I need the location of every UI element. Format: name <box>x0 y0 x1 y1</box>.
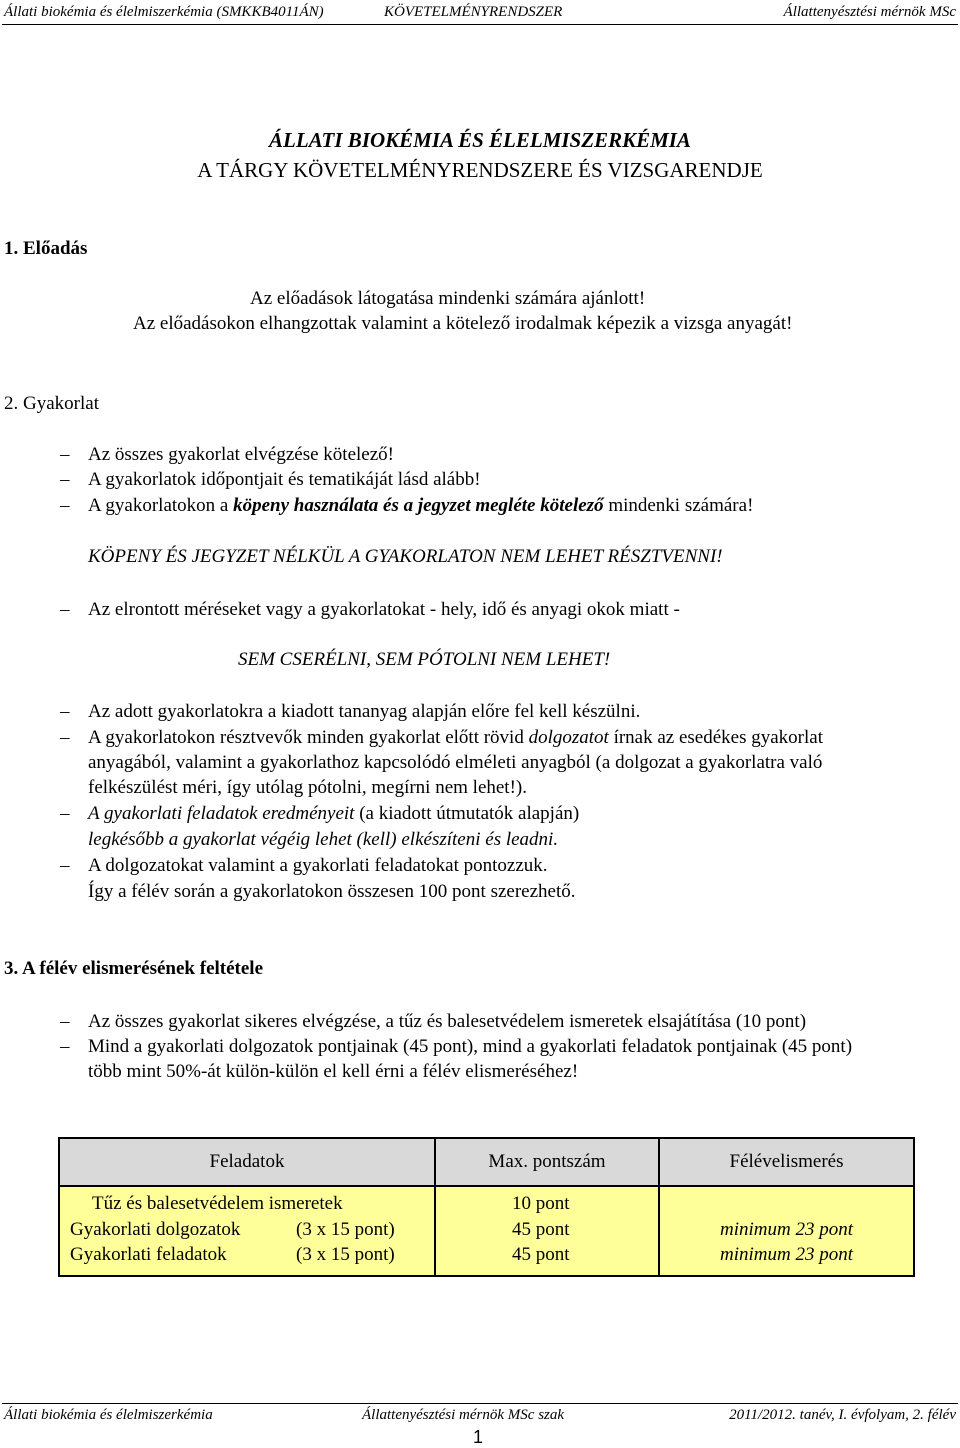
table-cell-tasks <box>59 1186 435 1276</box>
section2-item5: Az adott gyakorlatokra a kiadott tananyag alapján előre fel kell készülni. <box>88 701 641 722</box>
bullet-dash: – <box>60 1036 70 1057</box>
requirements-table <box>58 1137 915 1277</box>
section2-item2: A gyakorlatok időpontjait és tematikáját lásd alább! <box>88 469 481 490</box>
header-document-type: KÖVETELMÉNYRENDSZER <box>384 4 563 20</box>
task-name: Tűz és balesetvédelem ismeretek <box>92 1193 343 1214</box>
header-divider <box>2 24 958 25</box>
table-cell-max-points <box>435 1186 659 1276</box>
section2-item6-prefix: A gyakorlatokon résztvevők minden gyakorlat előtt rövid <box>88 727 529 748</box>
section2-item3-prefix: A gyakorlatokon a <box>88 495 234 516</box>
min-requirement: minimum 23 pont <box>720 1244 853 1265</box>
max-points: 10 pont <box>512 1193 570 1214</box>
section2-item7-line1 <box>88 803 579 825</box>
footer-divider <box>2 1403 958 1404</box>
section1-heading: 1. Előadás <box>4 238 88 259</box>
section2-item8-line2: Így a félév során a gyakorlatokon összesen 100 pont szerezhető. <box>88 881 576 902</box>
section2-item4: Az elrontott méréseket vagy a gyakorlatokat - hely, idő és anyagi okok miatt - <box>88 599 680 620</box>
section2-item3-suffix: mindenki számára! <box>603 495 754 516</box>
table-body-row <box>59 1186 914 1276</box>
section2-item6-line1 <box>88 727 823 749</box>
document-title-line2: A TÁRGY KÖVETELMÉNYRENDSZERE ÉS VIZSGARENDJE <box>197 158 763 182</box>
page-number: 1 <box>473 1427 484 1447</box>
bullet-dash: – <box>60 444 70 465</box>
section2-item8-line1: A dolgozatokat valamint a gyakorlati feladatokat pontozzuk. <box>88 855 548 876</box>
section1-line1: Az előadások látogatása mindenki számára ajánlott! <box>250 288 646 309</box>
section2-heading: 2. Gyakorlat <box>4 393 99 414</box>
min-requirement: minimum 23 pont <box>720 1219 853 1240</box>
task-detail: (3 x 15 pont) <box>296 1244 395 1265</box>
task-name: Gyakorlati feladatok <box>70 1244 227 1265</box>
footer-semester: 2011/2012. tanév, I. évfolyam, 2. félév <box>729 1407 956 1423</box>
document-title-line1: ÁLLATI BIOKÉMIA ÉS ÉLELMISZERKÉMIA <box>269 128 691 152</box>
section2-item3-emphasis: köpeny használata és a jegyzet megléte kötelező <box>233 495 604 516</box>
section2-item6-line3: felkészülést méri, így utólag pótolni, megírni nem lehet!). <box>88 777 527 798</box>
bullet-dash: – <box>60 803 70 824</box>
footer-course: Állati biokémia és élelmiszerkémia <box>4 1407 213 1423</box>
footer-program: Állattenyésztési mérnök MSc szak <box>362 1407 565 1423</box>
header-program: Állattenyésztési mérnök MSc <box>783 4 956 20</box>
section2-item6-line2: anyagából, valamint a gyakorlathoz kapcsolódó elméleti anyagból (a dolgozat a gyakorlatra való <box>88 752 823 773</box>
bullet-dash: – <box>60 469 70 490</box>
bullet-dash: – <box>60 727 70 748</box>
table-header-cell: Félévelismerés <box>659 1138 914 1186</box>
bullet-dash: – <box>60 495 70 516</box>
section2-item6-emphasis: dolgozatot <box>528 727 609 748</box>
max-points: 45 pont <box>512 1219 570 1240</box>
section1-line2: Az előadásokon elhangzottak valamint a kötelező irodalmak képezik a vizsga anyagát! <box>133 313 793 334</box>
section3-heading: 3. A félév elismerésének feltétele <box>4 958 264 979</box>
table-header-cell: Max. pontszám <box>435 1138 659 1186</box>
section2-item3 <box>88 495 753 517</box>
section2-warning: KÖPENY ÉS JEGYZET NÉLKÜL A GYAKORLATON NEM LEHET RÉSZTVENNI! <box>88 546 723 567</box>
bullet-dash: – <box>60 855 70 876</box>
section3-item1: Az összes gyakorlat sikeres elvégzése, a tűz és balesetvédelem ismeretek elsajátítása (10 pont) <box>88 1011 807 1032</box>
section2-no-replace-warning: SEM CSERÉLNI, SEM PÓTOLNI NEM LEHET! <box>238 649 611 670</box>
section2-item1: Az összes gyakorlat elvégzése kötelező! <box>88 444 394 465</box>
bullet-dash: – <box>60 1011 70 1032</box>
table-header-cell: Feladatok <box>59 1138 435 1186</box>
section2-item7-emphasis: A gyakorlati feladatok eredményeit <box>88 803 355 824</box>
section2-item7-line2: legkésőbb a gyakorlat végéig lehet (kell) elkészíteni és leadni. <box>88 829 559 850</box>
table-cell-requirement <box>659 1186 914 1276</box>
table-header-row <box>59 1138 914 1186</box>
header-course-title: Állati biokémia és élelmiszerkémia (SMKKB4011ÁN) <box>4 4 324 20</box>
section2-item6-suffix: írnak az esedékes gyakorlat <box>608 727 824 748</box>
max-points: 45 pont <box>512 1244 570 1265</box>
section3-item2-line1: Mind a gyakorlati dolgozatok pontjainak (45 pont), mind a gyakorlati feladatok pontjainak (45 pont) <box>88 1036 853 1057</box>
bullet-dash: – <box>60 599 70 620</box>
bullet-dash: – <box>60 701 70 722</box>
section2-item7-suffix: (a kiadott útmutatók alapján) <box>354 803 580 824</box>
section3-item2-line2: több mint 50%-át külön-külön el kell érni a félév elismeréséhez! <box>88 1061 579 1082</box>
task-detail: (3 x 15 pont) <box>296 1219 395 1240</box>
task-name: Gyakorlati dolgozatok <box>70 1219 241 1240</box>
